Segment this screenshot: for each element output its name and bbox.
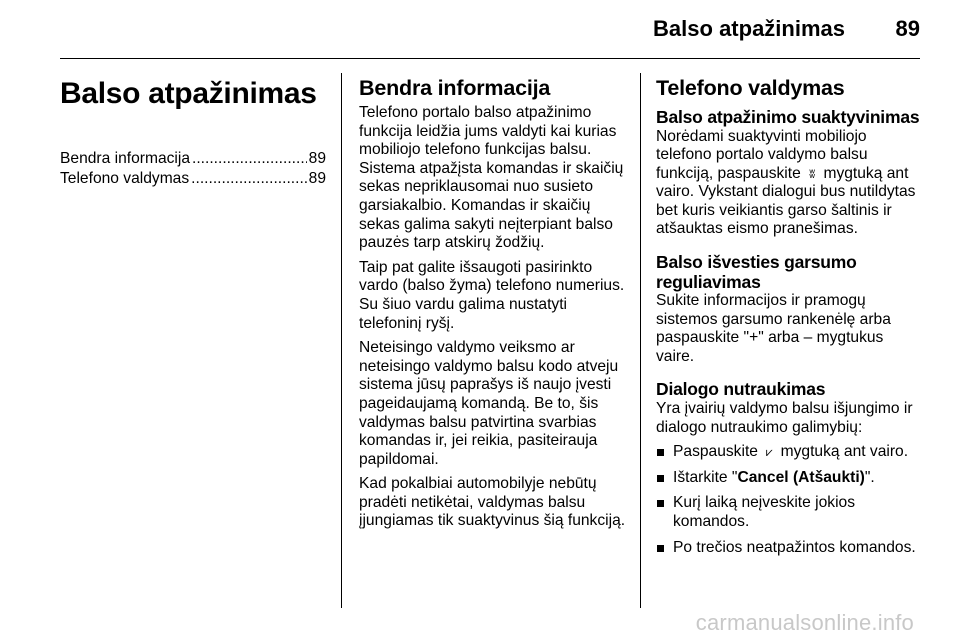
paragraph: Neteisingo valdymo veiksmo ar neteisingo valdymo balsu kodo atveju sistema jūsų paprašys iš naujo įvesti pageidaujamą komandą. Be to, šis valdymas balsu patvirtina svarbias komandas ir, jei reikia, pasiteirauja papildomai. [359,339,619,468]
paragraph: Taip pat galite išsaugoti pasirinkto vardo (balso žyma) telefono numerius. Su šiuo vardu galima nustatyti telefoninį ryšį. [359,258,625,332]
paragraph: Telefono portalo balso atpažinimo funkcija leidžia jums valdyti kai kurias mobiliojo telefono funkcijas balsu. Sistema atpažįsta komandas ir skaičių sekas nepriklausomai nuo susieto garsiakalbio. Komandas ir skaičių sekas galima sakyti neįterpiant balso pauzės tarp atskirų žodžių. [359,104,624,252]
column-1 [60,76,326,190]
text-segment: mygtuką ant vairo. [780,443,909,461]
column-2 [359,76,626,537]
section-heading-telefono-valdymas: Telefono valdymas [656,76,845,100]
running-head-title: Balso atpažinimas [653,16,845,41]
paragraph-dialog-intro: Yra įvairių valdymo balsu išjungimo ir dialogo nutraukimo galimybių: [656,399,913,436]
toc-entry-page: 89 [308,150,326,167]
text-segment: Paspauskite [673,443,758,461]
voice-control-icon: ʬ [809,166,816,181]
bullet-icon [657,500,664,507]
column-divider-2 [640,73,641,608]
text-segment: Ištarkite " [673,468,738,486]
subheading-activation: Balso atpažinimo suaktyvinimas [656,107,920,127]
toc-leader-dots [192,150,307,169]
paragraph-volume: Sukite informacijos ir pramogų sistemos garsumo rankenėlę arba paspauskite "+" arba – mygtukus vaire. [656,292,891,365]
list-item [656,443,922,462]
dialog-options-list [656,443,922,557]
section-heading-bendra-informacija: Bendra informacija [359,76,551,100]
text-segment: mygtuką ant vairo. Vykstant dialogui bus nutildytas bet kuris veikiantis garso šaltinis ir atšauktas eismo pranešimas. [656,164,916,238]
watermark: carmanualsonline.info [695,610,914,635]
list-item [656,494,922,531]
toc-entry-label: Telefono valdymas [60,170,190,187]
header-rule [60,58,920,59]
column-divider-1 [341,73,342,608]
bullet-icon [657,449,664,456]
text-segment: Norėdami suaktyvinti mobiliojo telefono portalo valdymo balsu funkciją, paspauskite [656,127,868,182]
subheading-volume: Balso išvesties garsumo reguliavimas [656,252,857,292]
bullet-icon [657,545,664,552]
list-item [656,469,922,488]
toc-entry-label: Bendra informacija [60,150,191,167]
page-number: 89 [895,16,920,41]
chapter-title: Balso atpažinimas [60,77,317,110]
toc-entry-bendra-informacija[interactable] [60,150,326,170]
toc-leader-dots [191,170,306,189]
list-item [656,539,922,558]
column-3 [656,76,922,564]
subheading-dialog: Dialogo nutraukimas [656,379,826,400]
text-segment: Kurį laiką neįveskite jokios komandos. [673,494,856,530]
command-text: Cancel (Atšaukti) [737,468,865,486]
toc-entry-telefono-valdymas[interactable] [60,170,326,190]
bullet-icon [657,475,664,482]
text-segment: ". [864,468,875,486]
paragraph: Kad pokalbiai automobilyje nebūtų pradėti netikėtai, valdymas balsu įjungiamas tik suaktyvinus šią funkciją. [359,475,626,530]
text-segment: Po trečios neatpažintos komandos. [673,538,916,556]
paragraph-activation [656,128,922,240]
hang-up-icon: ⩗ [765,445,773,460]
toc-entry-page: 89 [308,170,326,187]
table-of-contents [60,150,326,190]
